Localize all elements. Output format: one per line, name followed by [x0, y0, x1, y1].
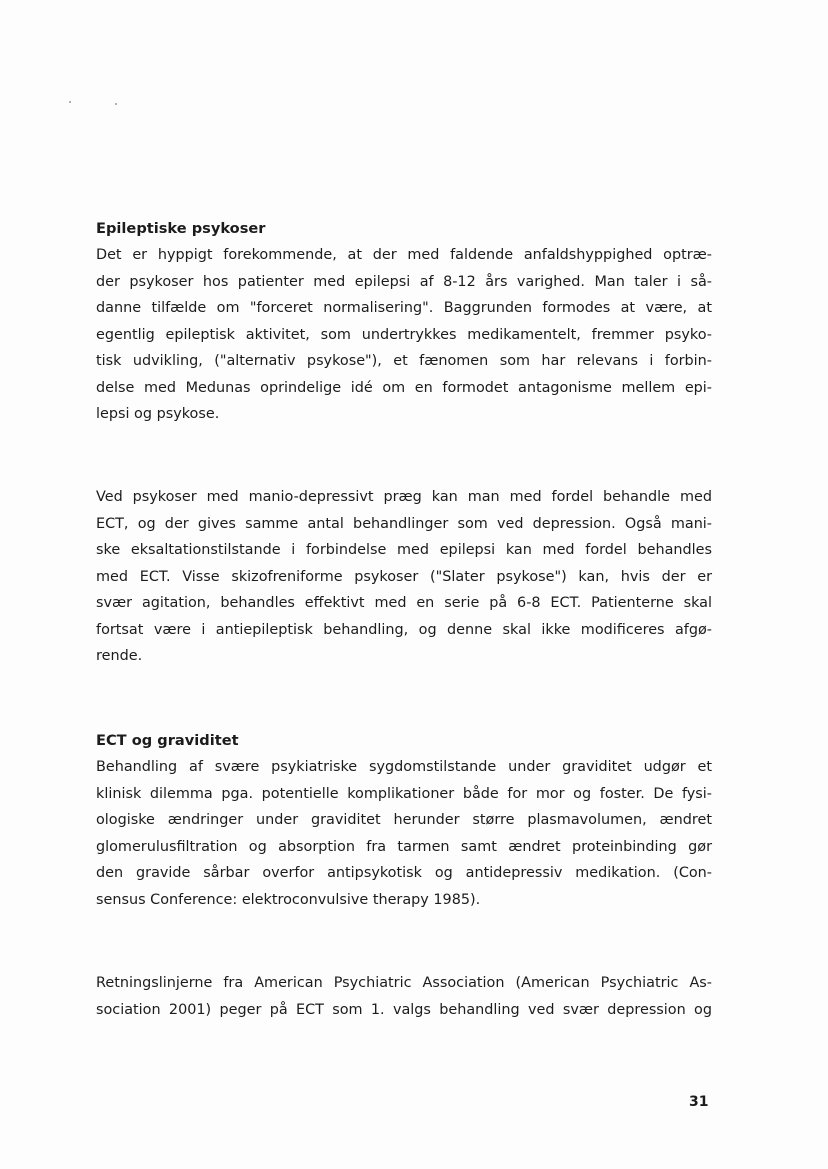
- paragraph-manio-depressiv: [96, 484, 712, 670]
- text-line: med ECT. Visse skizofreniforme psykoser ("Slater psykose") kan, hvis der er: [96, 568, 712, 585]
- text-line: Ved psykoser med manio-depressivt præg kan man med fordel behandle med: [96, 489, 712, 505]
- paragraph-epileptiske-psykoser: [96, 242, 712, 428]
- page-number: 31: [689, 1094, 709, 1110]
- text-line: glomerulusfiltration og absorption fra tarmen samt ændret proteinbinding gør: [96, 838, 712, 855]
- text-line: ologiske ændringer under graviditet herunder større plasmavolumen, ændret: [96, 812, 712, 828]
- text-line: rende.: [96, 648, 143, 664]
- text-line: danne tilfælde om "forceret normalisering". Baggrunden formodes at være, at: [96, 300, 712, 316]
- text-line: der psykoser hos patienter med epilepsi af 8-12 års varighed. Man taler i så-: [96, 273, 712, 290]
- section-heading-ect-og-graviditet: ECT og graviditet: [96, 732, 239, 749]
- text-line: ECT, og der gives samme antal behandlinger som ved depression. Også mani-: [96, 515, 712, 532]
- text-line: den gravide sårbar overfor antipsykotisk og antidepressiv medikation. (Con-: [96, 865, 712, 881]
- text-line: Det er hyppigt forekommende, at der med faldende anfaldshyppighed optræ-: [96, 247, 712, 263]
- text-line: sensus Conference: elektroconvulsive therapy 1985).: [96, 891, 481, 908]
- text-line: delse med Medunas oprindelige idé om en formodet antagonisme mellem epi-: [96, 379, 712, 396]
- text-line: Behandling af svære psykiatriske sygdomstilstande under graviditet udgør et: [96, 759, 712, 775]
- text-line: sociation 2001) peger på ECT som 1. valgs behandling ved svær depression og: [96, 1001, 712, 1018]
- text-line: fortsat være i antiepileptisk behandling, og denne skal ikke modificeres afgø-: [96, 621, 712, 638]
- text-line: klinisk dilemma pga. potentielle komplikationer både for mor og foster. De fysi-: [96, 785, 712, 802]
- paragraph-ect-og-graviditet: [96, 754, 712, 913]
- section-heading-epileptiske-psykoser: Epileptiske psykoser: [96, 220, 266, 237]
- text-line: svær agitation, behandles effektivt med en serie på 6-8 ECT. Patienterne skal: [96, 595, 712, 611]
- text-line: tisk udvikling, ("alternativ psykose"), et fænomen som har relevans i forbin-: [96, 353, 712, 369]
- text-line: egentlig epileptisk aktivitet, som undertrykkes medikamentelt, fremmer psyko-: [96, 326, 712, 343]
- scan-speck: [69, 101, 71, 103]
- text-line: lepsi og psykose.: [96, 406, 220, 422]
- text-line: Retningslinjerne fra American Psychiatric Association (American Psychiatric As-: [96, 975, 712, 991]
- paragraph-retningslinjer: [96, 970, 712, 1023]
- text-line: ske eksaltationstilstande i forbindelse med epilepsi kan med fordel behandles: [96, 542, 712, 558]
- scan-speck: [115, 103, 117, 105]
